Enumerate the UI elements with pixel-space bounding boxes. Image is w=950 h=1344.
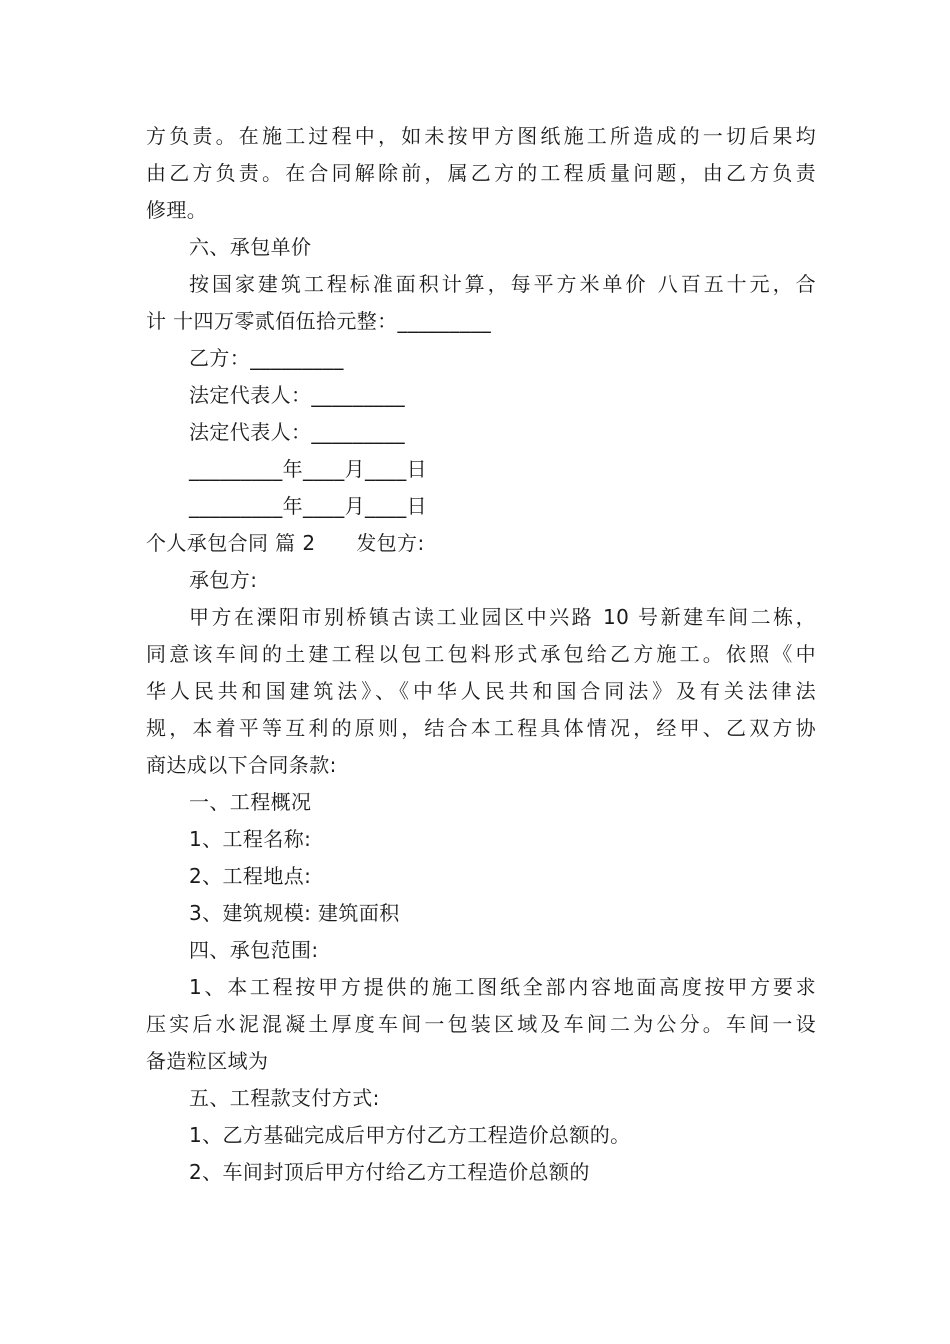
text-line: 规，本着平等互利的原则，结合本工程具体情况，经甲、乙双方协 <box>146 716 816 740</box>
text-line: 同意该车间的土建工程以包工包料形式承包给乙方施工。依照《中 <box>146 642 816 666</box>
list-item: 2、工程地点: <box>189 864 312 888</box>
text-line: 方负责。在施工过程中，如未按甲方图纸施工所造成的一切后果均 <box>146 124 816 148</box>
signature-line: 法定代表人：_________ <box>189 420 405 444</box>
list-item: 1、工程名称: <box>189 827 312 851</box>
list-item: 1、乙方基础完成后甲方付乙方工程造价总额的。 <box>189 1123 631 1147</box>
text-line: 甲方在溧阳市别桥镇古读工业园区中兴路 10 号新建车间二栋， <box>189 605 816 629</box>
date-line: _________年____月____日 <box>189 457 427 481</box>
text-line: 按国家建筑工程标准面积计算，每平方米单价 八百五十元，合 <box>189 272 816 296</box>
text-line: 计 十四万零贰佰伍拾元整：_________ <box>146 309 492 333</box>
contract-title: 个人承包合同 篇 2 发包方: <box>146 531 425 555</box>
list-item: 2、车间封顶后甲方付给乙方工程造价总额的 <box>189 1160 590 1184</box>
signature-line: 乙方：_________ <box>189 346 344 370</box>
section-heading: 五、工程款支付方式: <box>189 1086 380 1110</box>
section-heading: 一、工程概况 <box>189 790 312 814</box>
text-line: 商达成以下合同条款: <box>146 753 337 777</box>
list-item: 3、建筑规模: 建筑面积 <box>189 901 400 925</box>
section-heading: 六、承包单价 <box>189 235 312 259</box>
date-line: _________年____月____日 <box>189 494 427 518</box>
section-heading: 四、承包范围: <box>189 938 319 962</box>
text-line: 修理。 <box>146 198 208 222</box>
signature-line: 法定代表人：_________ <box>189 383 405 407</box>
text-line: 由乙方负责。在合同解除前，属乙方的工程质量问题，由乙方负责 <box>146 161 816 185</box>
list-item: 1、本工程按甲方提供的施工图纸全部内容地面高度按甲方要求 <box>189 975 816 999</box>
text-line: 华人民共和国建筑法》、《中华人民共和国合同法》及有关法律法 <box>146 679 816 703</box>
text-line: 压实后水泥混凝土厚度车间一包装区域及车间二为公分。车间一设 <box>146 1012 816 1036</box>
text-line: 承包方: <box>189 568 258 592</box>
text-line: 备造粒区域为 <box>146 1049 269 1073</box>
